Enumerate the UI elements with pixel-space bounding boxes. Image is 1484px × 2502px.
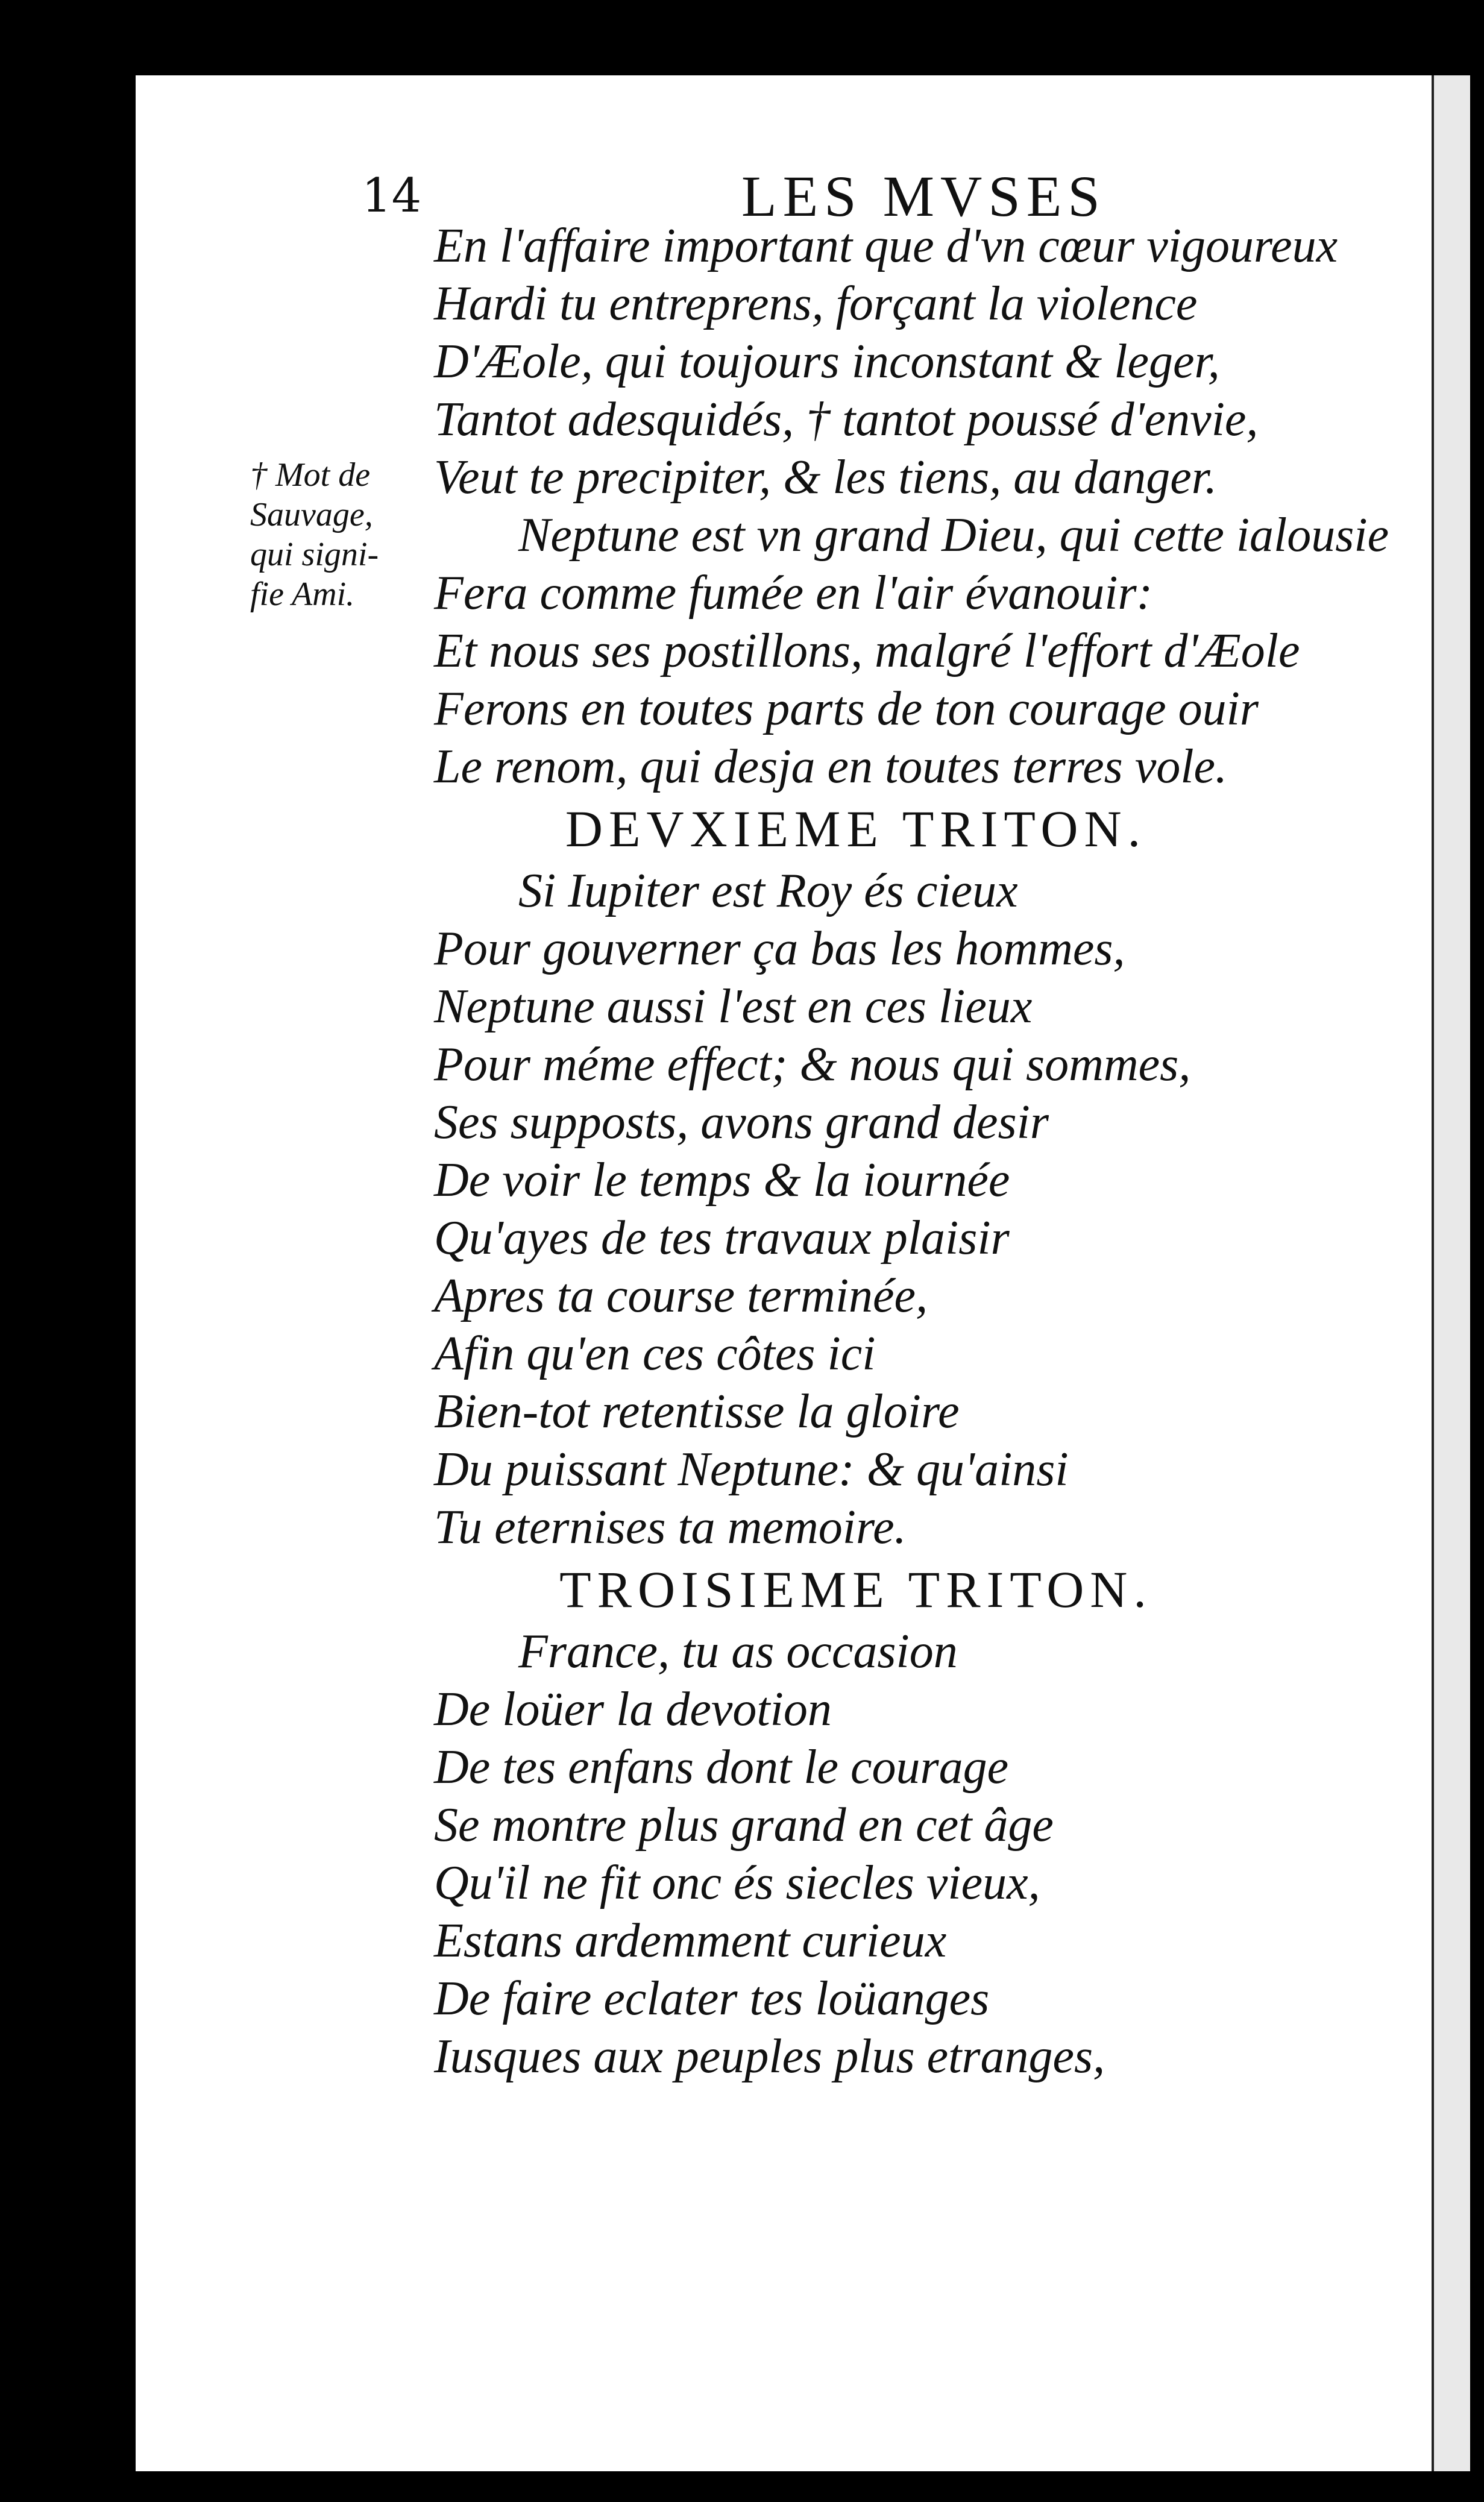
verse-line: Hardi tu entreprens, forçant la violence (434, 277, 1198, 330)
verse-line: De faire eclater tes loüanges (434, 1972, 990, 2025)
margin-note (250, 455, 431, 614)
page-edge (1432, 75, 1470, 2471)
verse-line: Apres ta course terminée, (434, 1269, 928, 1322)
verse-line: Tantot adesquidés, † tantot poussé d'envie, (434, 393, 1259, 446)
page-number: 14 (362, 169, 422, 223)
verse-line: Si Iupiter est Roy és cieux (518, 864, 1018, 917)
section-heading: DEVXIEME TRITON. (565, 800, 1147, 858)
verse-line: Et nous ses postillons, malgré l'effort d'Æole (434, 624, 1300, 677)
verse-line: De loüer la devotion (434, 1683, 832, 1736)
verse-line: Afin qu'en ces côtes ici (434, 1327, 876, 1380)
verse-line: Bien-tot retentisse la gloire (434, 1385, 960, 1438)
verse-line: Fera comme fumée en l'air évanouir: (434, 567, 1153, 620)
verse-line: De tes enfans dont le courage (434, 1741, 1009, 1794)
verse-line: D'Æole, qui toujours inconstant & leger, (434, 335, 1220, 388)
verse-line: Qu'ayes de tes travaux plaisir (434, 1212, 1010, 1265)
verse-line: Ferons en toutes parts de ton courage ouir (434, 682, 1259, 735)
verse-line: Le renom, qui desja en toutes terres vole. (434, 740, 1228, 793)
verse-line: Pour méme effect; & nous qui sommes, (434, 1038, 1191, 1091)
margin-note-line: fie Ami. (250, 576, 355, 613)
verse-line: En l'affaire important que d'vn cœur vigoureux (434, 219, 1338, 272)
margin-note-line: † Mot de (250, 456, 371, 494)
verse-line: Neptune est vn grand Dieu, qui cette ialousie (518, 509, 1389, 562)
margin-note-line: Sauvage, (250, 496, 373, 533)
verse-line: Du puissant Neptune: & qu'ainsi (434, 1443, 1069, 1496)
verse-line: Ses supposts, avons grand desir (434, 1096, 1049, 1149)
verse-line: Iusques aux peuples plus etranges, (434, 2030, 1105, 2083)
section-heading: TROISIEME TRITON. (559, 1561, 1152, 1618)
verse-line: Neptune aussi l'est en ces lieux (434, 980, 1033, 1033)
verse-line: Estans ardemment curieux (434, 1914, 947, 1967)
verse-line: Se montre plus grand en cet âge (434, 1799, 1054, 1852)
verse-line: Tu eternises ta memoire. (434, 1501, 907, 1554)
margin-note-line: qui signi- (250, 536, 379, 573)
verse-line: Pour gouverner ça bas les hommes, (434, 922, 1125, 975)
poem-text (434, 217, 1398, 2086)
verse-line: De voir le temps & la iournée (434, 1154, 1010, 1207)
verse-line: Qu'il ne fit onc és siecles vieux, (434, 1856, 1040, 1910)
verse-line: Veut te precipiter, & les tiens, au danger. (434, 451, 1218, 504)
verse-line: France, tu as occasion (518, 1625, 958, 1678)
running-title: LES MVSES (741, 164, 1106, 228)
